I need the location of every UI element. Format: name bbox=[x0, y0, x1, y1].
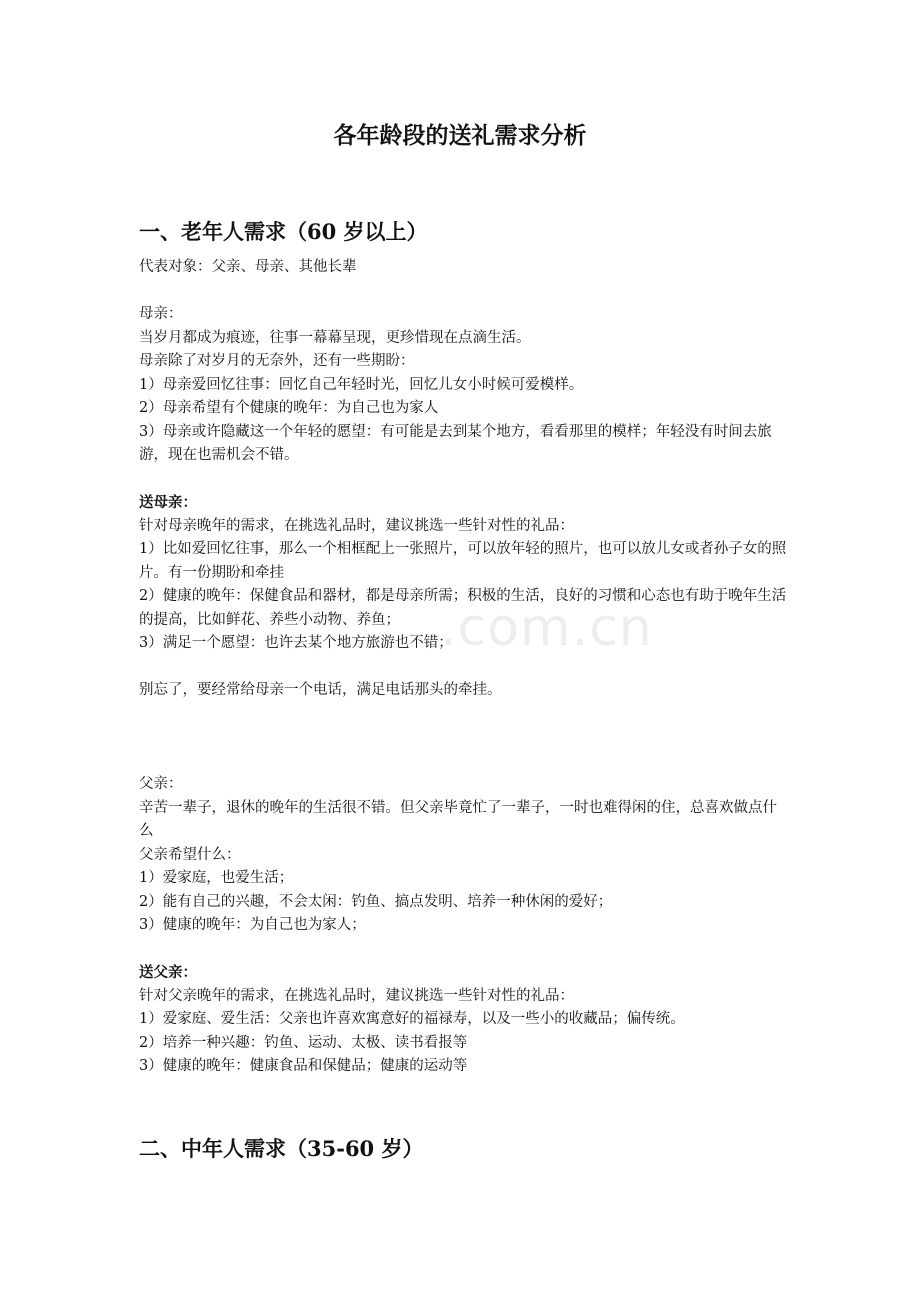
list-item: 1）爱家庭、爱生活：父亲也许喜欢寓意好的福禄寿，以及一些小的收藏品；偏传统。 bbox=[139, 1011, 685, 1027]
gift-mother-label: 送母亲： bbox=[139, 494, 197, 511]
section-body-elderly bbox=[139, 256, 789, 1079]
paragraph: 针对父亲晚年的需求，在挑选礼品时，建议挑选一些针对性的礼品： bbox=[139, 987, 574, 1004]
list-item: 3）健康的晚年：为自己也为家人； bbox=[139, 917, 366, 933]
closing-note: 别忘了，要经常给母亲一个电话，满足电话那头的牵挂。 bbox=[139, 682, 502, 698]
paragraph: 母亲除了对岁月的无奈外，还有一些期盼： bbox=[139, 353, 415, 369]
watermark: .com.cn bbox=[440, 598, 653, 658]
paragraph: 父亲希望什么： bbox=[139, 846, 241, 863]
paragraph: 针对母亲晚年的需求，在挑选礼品时，建议挑选一些针对性的礼品： bbox=[139, 517, 574, 534]
mother-label: 母亲： bbox=[139, 306, 183, 322]
list-item: 3）母亲或许隐藏这一个年轻的愿望：有可能是去到某个地方，看看那里的模样；年轻没有时间去旅游，现在也需机会不错。 bbox=[139, 423, 772, 463]
list-item: 2）培养一种兴趣：钓鱼、运动、太极、读书看报等 bbox=[139, 1034, 468, 1051]
paragraph: 辛苦一辈子，退休的晚年的生活很不错。但父亲毕竟忙了一辈子，一时也难得闲的住，总喜欢做点什么 bbox=[139, 799, 777, 839]
gift-father-label: 送父亲： bbox=[139, 964, 197, 981]
list-item: 1）母亲爱回忆往事：回忆自己年轻时光，回忆儿女小时候可爱模样。 bbox=[139, 376, 584, 393]
list-item: 2）能有自己的兴趣，不会太闲：钓鱼、搞点发明、培养一种休闲的爱好； bbox=[139, 893, 613, 910]
paragraph: 当岁月都成为痕迹，往事一幕幕呈现，更珍惜现在点滴生活。 bbox=[139, 329, 531, 346]
father-label: 父亲： bbox=[139, 776, 183, 792]
list-item: 3）健康的晚年：健康食品和保健品；健康的运动等 bbox=[139, 1058, 468, 1074]
list-item: 3）满足一个愿望：也许去某个地方旅游也不错； bbox=[139, 635, 453, 651]
section-heading-middle-aged: 二、中年人需求（35-60 岁） bbox=[139, 1136, 424, 1161]
target-audience: 代表对象：父亲、母亲、其他长辈 bbox=[139, 259, 357, 275]
list-item: 2）健康的晚年：保健食品和器材，都是母亲所需；积极的生活，良好的习惯和心态也有助于晚年生活的提高，比如鲜花、养些小动物、养鱼； bbox=[139, 588, 787, 628]
section-heading-elderly: 一、老年人需求（60 岁以上） bbox=[139, 219, 428, 244]
document-title: 各年龄段的送礼需求分析 bbox=[333, 122, 587, 149]
list-item: 1）比如爱回忆往事，那么一个相框配上一张照片，可以放年轻的照片，也可以放儿女或者孙子女的照片。有一份期盼和牵挂 bbox=[139, 541, 787, 581]
list-item: 1）爱家庭，也爱生活； bbox=[139, 870, 294, 886]
list-item: 2）母亲希望有个健康的晚年：为自己也为家人 bbox=[139, 400, 439, 416]
